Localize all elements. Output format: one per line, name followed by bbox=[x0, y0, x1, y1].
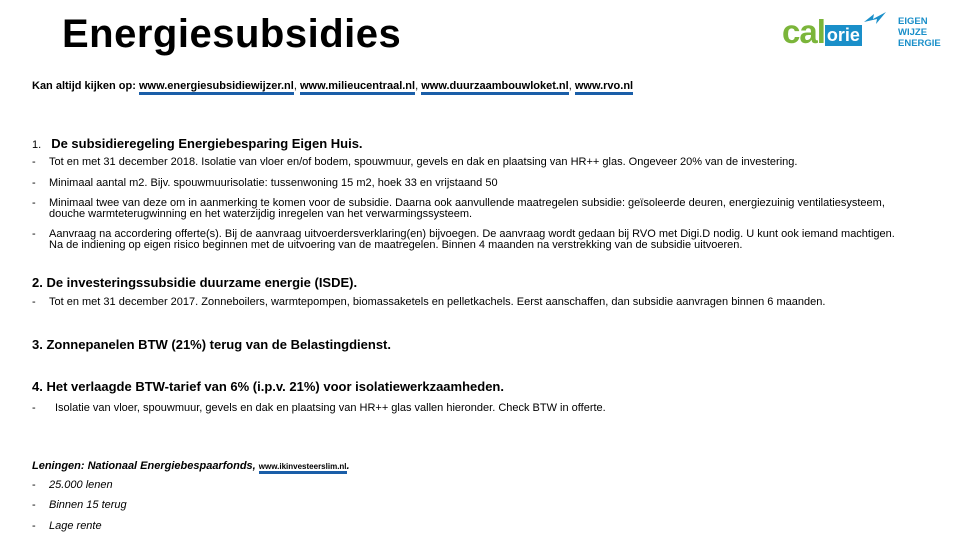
section-4-heading: 4. Het verlaagde BTW-tarief van 6% (i.p.v. 21%) voor isolatiewerkzaamheden. bbox=[32, 379, 504, 394]
link-rvo[interactable]: www.rvo.nl bbox=[575, 80, 633, 95]
sources-label: Kan altijd kijken op: bbox=[32, 80, 136, 92]
link-duurzaambouwloket[interactable]: www.duurzaambouwloket.nl bbox=[421, 80, 569, 95]
section-number: 1. bbox=[32, 139, 42, 151]
link-milieucentraal[interactable]: www.milieucentraal.nl bbox=[300, 80, 415, 95]
bolt-icon bbox=[862, 10, 888, 30]
section-3-heading: 3. Zonnepanelen BTW (21%) terug van de Belastingdienst. bbox=[32, 337, 391, 352]
logo-main: cal bbox=[782, 13, 825, 50]
logo-tag-line: WIJZE bbox=[898, 27, 928, 38]
sources-line: Kan altijd kijken op: www.energiesubsidiewijzer.nl, www.milieucentraal.nl, www.duurzaambouwloket.nl, www.rvo.nl bbox=[32, 80, 633, 92]
loans-label: Leningen: Nationaal Energiebespaarfonds, bbox=[32, 460, 256, 472]
calorie-logo bbox=[782, 14, 952, 54]
section-2-heading: 2. De investeringssubsidie duurzame energie (ISDE). bbox=[32, 275, 358, 290]
logo-box: orie bbox=[826, 25, 860, 45]
page-title: Energiesubsidies bbox=[62, 12, 402, 56]
logo-tagline bbox=[898, 16, 941, 49]
logo-wordmark bbox=[782, 14, 862, 50]
link-ikinvesteerslim[interactable]: www.ikinvesteerslim.nl bbox=[259, 462, 347, 474]
loans-line: Leningen: Nationaal Energiebespaarfonds, www.ikinvesteerslim.nl. bbox=[32, 460, 350, 472]
section-1-title: De subsidieregeling Energiebesparing Eigen Huis. bbox=[51, 136, 363, 151]
logo-tag-line: EIGEN bbox=[898, 16, 928, 27]
link-energiesubsidiewijzer[interactable]: www.energiesubsidiewijzer.nl bbox=[139, 80, 294, 95]
logo-tag-line: ENERGIE bbox=[898, 38, 941, 49]
section-1-heading bbox=[32, 136, 363, 151]
